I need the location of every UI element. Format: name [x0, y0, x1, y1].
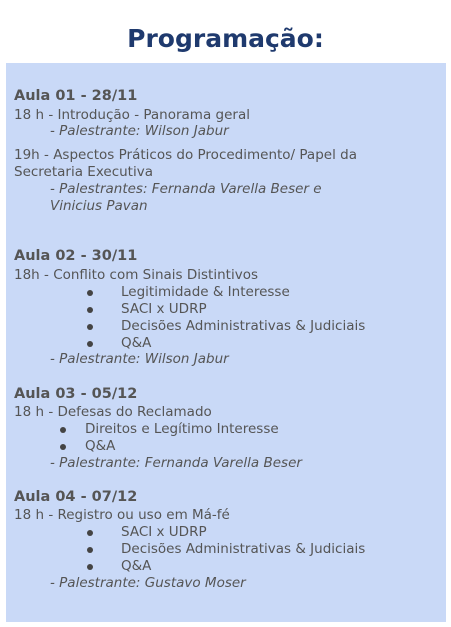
schedule-panel — [6, 63, 446, 622]
aula-1-heading: Aula 01 - 28/11 — [14, 88, 138, 104]
aula-3-heading: Aula 03 - 05/12 — [14, 386, 138, 402]
aula-3-item: 18 h - Defesas do Reclamado — [14, 404, 212, 420]
bullet-icon — [87, 324, 93, 330]
aula-4-item: 18 h - Registro ou uso em Má-fé — [14, 507, 230, 523]
bullet-icon — [60, 444, 66, 450]
bullet-icon — [60, 427, 66, 433]
aula-2-bullet-4: Q&A — [121, 335, 152, 351]
aula-3-speaker: - Palestrante: Fernanda Varella Beser — [50, 455, 302, 471]
bullet-icon — [87, 290, 93, 296]
aula-4-bullet-1: SACI x UDRP — [121, 524, 207, 540]
aula-3-bullet-2: Q&A — [85, 438, 116, 454]
page-title: Programação: — [127, 24, 324, 53]
bullet-icon — [87, 564, 93, 570]
bullet-icon — [87, 341, 93, 347]
aula-4-heading: Aula 04 - 07/12 — [14, 489, 138, 505]
aula-2-speaker: - Palestrante: Wilson Jabur — [50, 351, 229, 367]
bullet-icon — [87, 307, 93, 313]
bullet-icon — [87, 547, 93, 553]
bullet-icon — [87, 530, 93, 536]
aula-2-bullet-1: Legitimidade & Interesse — [121, 284, 290, 300]
aula-2-bullet-3: Decisões Administrativas & Judiciais — [121, 318, 366, 334]
aula-1-speaker-2-line-2: Vinicius Pavan — [50, 198, 148, 214]
aula-1-item-2-line-1: 19h - Aspectos Práticos do Procedimento/ Papel da — [14, 147, 357, 163]
aula-4-bullet-2: Decisões Administrativas & Judiciais — [121, 541, 366, 557]
aula-1-speaker-1: - Palestrante: Wilson Jabur — [50, 123, 229, 139]
aula-2-heading: Aula 02 - 30/11 — [14, 248, 138, 264]
aula-1-speaker-2-line-1: - Palestrantes: Fernanda Varella Beser e — [50, 181, 322, 197]
aula-2-bullet-2: SACI x UDRP — [121, 301, 207, 317]
aula-1-item-2-line-2: Secretaria Executiva — [14, 164, 153, 180]
aula-4-speaker: - Palestrante: Gustavo Moser — [50, 575, 246, 591]
aula-2-item: 18h - Conflito com Sinais Distintivos — [14, 267, 258, 283]
aula-3-bullet-1: Direitos e Legítimo Interesse — [85, 421, 279, 437]
aula-1-item-1: 18 h - Introdução - Panorama geral — [14, 107, 250, 123]
aula-4-bullet-3: Q&A — [121, 558, 152, 574]
